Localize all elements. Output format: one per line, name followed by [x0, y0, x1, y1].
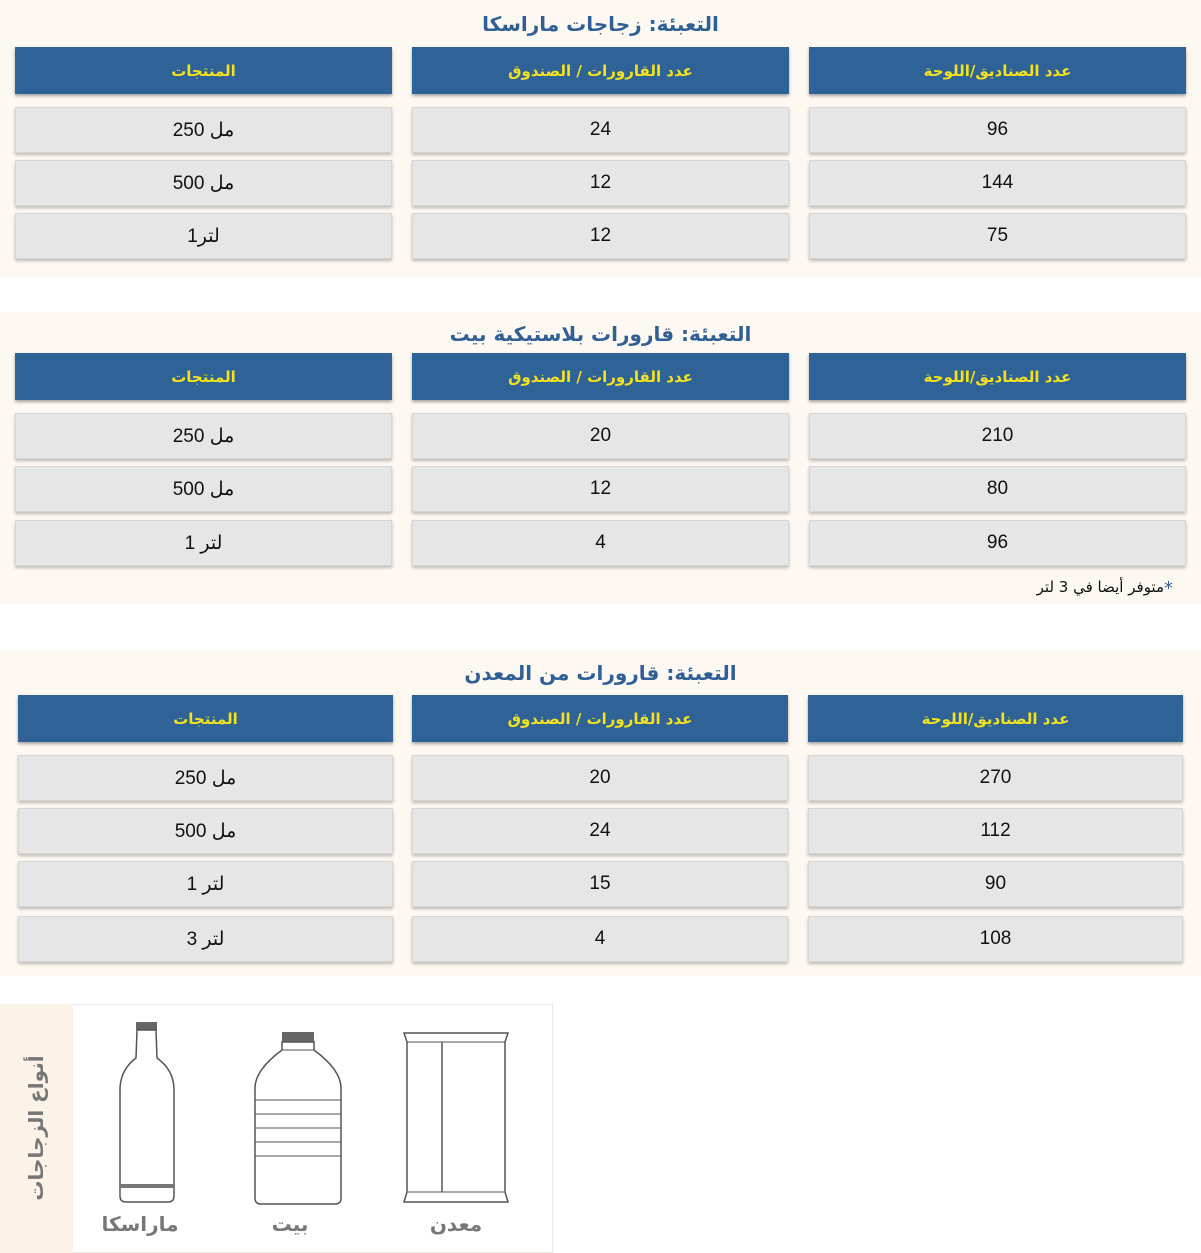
cell-bottles: 24: [412, 107, 789, 153]
section-title: التعبئة: قارورات من المعدن: [464, 661, 737, 685]
header-products: المنتجات: [15, 47, 392, 94]
cell-product: 250 مل: [15, 413, 392, 459]
header-pallet: عدد الصناديق/اللوحة: [809, 47, 1186, 94]
section-metal: [0, 650, 1201, 976]
pet-bottle-icon: [251, 1030, 345, 1206]
cell-pallet: 90: [808, 861, 1183, 907]
cell-product: 1 لتر: [15, 520, 392, 566]
section-title: التعبئة: قارورات بلاستيكية بيت: [449, 322, 752, 346]
cell-bottles: 12: [412, 213, 789, 259]
cell-bottles: 4: [412, 520, 789, 566]
cell-bottles: 12: [412, 466, 789, 512]
cell-pallet: 144: [809, 160, 1186, 206]
header-bottles: عدد القارورات / الصندوق: [412, 695, 788, 742]
bottle-name-pet: بيت: [271, 1212, 309, 1236]
cell-product: 1 لتر: [18, 861, 393, 907]
cell-bottles: 12: [412, 160, 789, 206]
header-products: المنتجات: [15, 353, 392, 400]
cell-product: 500 مل: [18, 808, 393, 854]
cell-bottles: 24: [412, 808, 788, 854]
cell-pallet: 96: [809, 520, 1186, 566]
section-pet: [0, 312, 1201, 604]
cell-pallet: 210: [809, 413, 1186, 459]
cell-product: 250 مل: [15, 107, 392, 153]
header-pallet: عدد الصناديق/اللوحة: [809, 353, 1186, 400]
header-bottles: عدد القارورات / الصندوق: [412, 353, 789, 400]
cell-bottles: 4: [412, 916, 788, 962]
cell-product: 3 لتر: [18, 916, 393, 962]
bottle-name-metal: معدن: [429, 1212, 483, 1236]
cell-pallet: 112: [808, 808, 1183, 854]
bottle-types-label: أنواع الزجاجات: [24, 1055, 48, 1201]
metal-can-icon: [400, 1030, 512, 1206]
section-title: التعبئة: زجاجات ماراسكا: [482, 12, 719, 36]
marasca-bottle-icon: [110, 1018, 184, 1206]
note-asterisk: *: [1164, 578, 1173, 599]
cell-product: 250 مل: [18, 755, 393, 801]
note-text: متوفر أيضا في 3 لتر: [1036, 578, 1164, 596]
cell-product: 500 مل: [15, 466, 392, 512]
cell-pallet: 270: [808, 755, 1183, 801]
bottle-name-marasca: ماراسكا: [101, 1212, 179, 1236]
cell-pallet: 108: [808, 916, 1183, 962]
header-bottles: عدد القارورات / الصندوق: [412, 47, 789, 94]
cell-bottles: 20: [412, 755, 788, 801]
header-products: المنتجات: [18, 695, 393, 742]
cell-pallet: 80: [809, 466, 1186, 512]
cell-pallet: 96: [809, 107, 1186, 153]
cell-product: 500 مل: [15, 160, 392, 206]
cell-pallet: 75: [809, 213, 1186, 259]
availability-note: [1037, 578, 1173, 599]
section-marasca: [0, 0, 1201, 277]
cell-product: 1لتر: [15, 213, 392, 259]
cell-bottles: 20: [412, 413, 789, 459]
cell-bottles: 15: [412, 861, 788, 907]
header-pallet: عدد الصناديق/اللوحة: [808, 695, 1183, 742]
